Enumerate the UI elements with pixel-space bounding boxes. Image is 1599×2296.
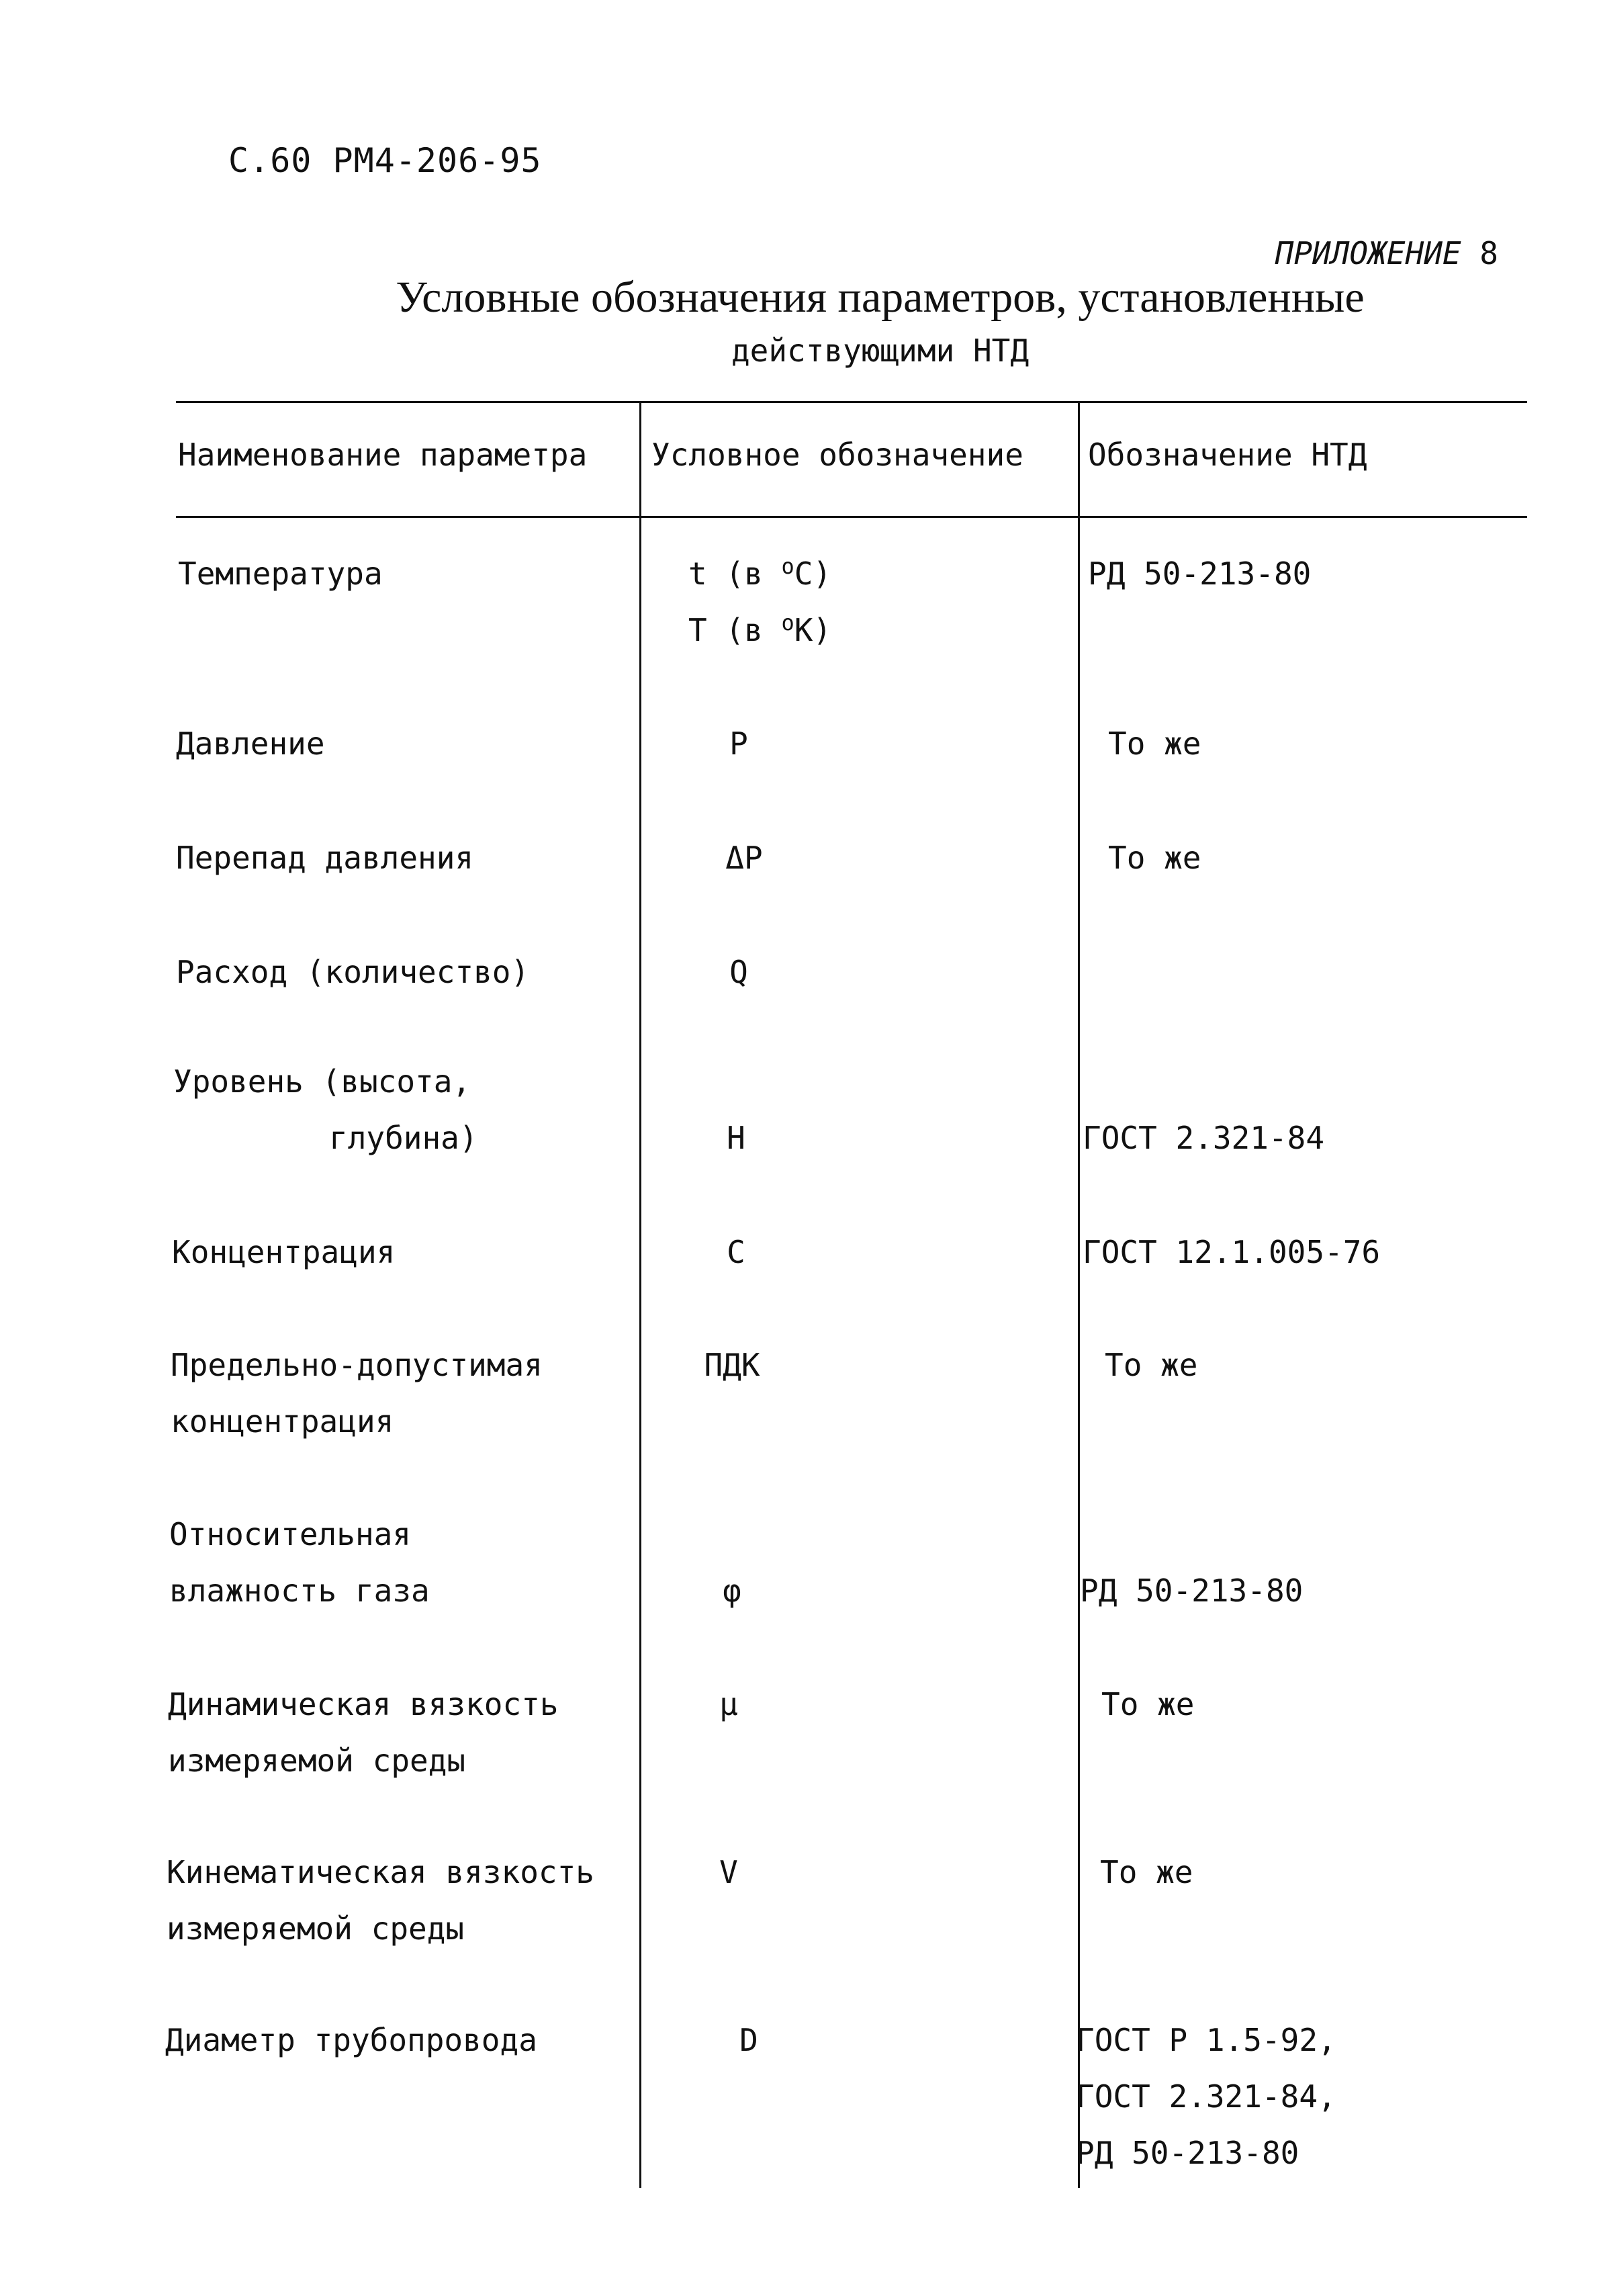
param-name: Температура: [178, 556, 383, 592]
param-name: Относительная: [169, 1516, 412, 1552]
table-header-rule: [176, 516, 1527, 518]
param-symbol: Q: [729, 954, 748, 990]
param-doc: РД 50-213-80: [1088, 556, 1312, 592]
param-doc: ГОСТ Р 1.5-92,: [1076, 2022, 1336, 2058]
param-symbol: ПДК: [704, 1347, 760, 1383]
param-name: глубина): [329, 1120, 478, 1156]
param-doc: ГОСТ 2.321-84,: [1076, 2078, 1336, 2115]
table-top-rule: [176, 401, 1527, 403]
param-symbol: C: [727, 1234, 745, 1270]
appendix-word: ПРИЛОЖЕНИЕ: [1275, 235, 1461, 271]
param-name: Кинематическая вязкость: [167, 1854, 594, 1890]
param-symbol: D: [739, 2022, 758, 2058]
param-doc: ГОСТ 12.1.005-76: [1083, 1234, 1381, 1270]
param-symbol: H: [727, 1120, 745, 1156]
param-doc: То же: [1101, 1686, 1195, 1722]
document-subtitle: действующими НТД: [731, 333, 1030, 369]
param-doc: То же: [1108, 725, 1201, 762]
param-name: измеряемой среды: [167, 1910, 465, 1947]
appendix-label: [1275, 235, 1498, 271]
param-name: Расход (количество): [176, 954, 530, 990]
column-header-name: Наименование параметра: [178, 437, 588, 473]
param-doc: ГОСТ 2.321-84: [1083, 1120, 1325, 1156]
param-doc: То же: [1105, 1347, 1198, 1383]
appendix-number: 8: [1479, 235, 1498, 271]
param-name: влажность газа: [169, 1573, 430, 1609]
column-divider-1: [639, 401, 641, 2188]
param-symbol: ΔP: [725, 840, 763, 876]
param-symbol: φ: [723, 1573, 741, 1609]
param-name: Концентрация: [172, 1234, 396, 1270]
param-name: измеряемой среды: [168, 1742, 466, 1779]
param-name: Перепад давления: [176, 840, 474, 876]
param-doc: То же: [1100, 1854, 1193, 1890]
page-header: С.60 РМ4-206-95: [228, 141, 542, 180]
param-name: Давление: [176, 725, 325, 762]
param-name: Диаметр трубопровода: [165, 2022, 537, 2058]
column-header-symbol: Условное обозначение: [651, 437, 1023, 473]
param-symbol-line: t (в $^о$С): [688, 554, 832, 592]
param-name: Уровень (высота,: [173, 1063, 471, 1100]
param-symbol-line: T (в $^о$К): [688, 610, 832, 648]
param-symbol: μ: [719, 1686, 738, 1722]
column-divider-2: [1078, 401, 1080, 2188]
param-name: Предельно-допустимая: [171, 1347, 543, 1383]
param-name: концентрация: [171, 1403, 394, 1440]
param-symbol: P: [729, 725, 748, 762]
document-title: Условные обозначения параметров, установленные: [396, 273, 1365, 322]
param-doc: РД 50-213-80: [1076, 2135, 1299, 2171]
param-doc: РД 50-213-80: [1080, 1573, 1304, 1609]
param-name: Динамическая вязкость: [168, 1686, 559, 1722]
column-header-doc: Обозначение НТД: [1088, 437, 1367, 473]
param-doc: То же: [1108, 840, 1201, 876]
param-symbol: V: [719, 1854, 738, 1890]
